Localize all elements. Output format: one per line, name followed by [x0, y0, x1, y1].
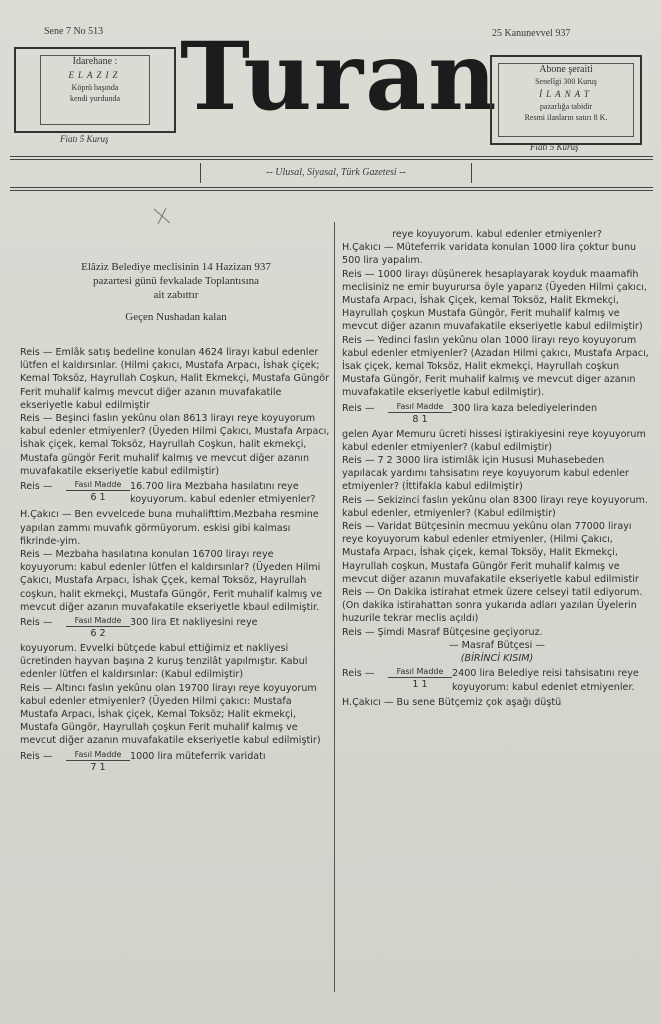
column-divider [334, 222, 335, 992]
office-location-1: Köprü başında [71, 83, 119, 92]
chapter-article-number: 8 1 [412, 413, 428, 425]
chapter-article-header: Fasıl Madde [66, 480, 130, 491]
cross-mark-icon [152, 206, 172, 226]
chapter-article-index [66, 616, 130, 640]
budget-line [20, 616, 332, 640]
chapter-article-header: Fasıl Madde [66, 750, 130, 761]
paragraph: Reis — Mezbaha hasılatına konulan 16700 lirayı reye koyuyorum: kabul edenler lütfen el kaldırsınlar? (Üyeden Hilmi Çakıcı, Mustafa Arpacı, İshak Ççek, kemal Toksöz, Hayrullah coşkun, halit ekmekçi, Mustafa Güngör, Ferit muhalif kalmış ve mevcut diğer azanın muvafakatile ekseriyetle kbaul edilmiştir. [20, 549, 322, 613]
paragraph: koyuyorum. Evvelki bütçede kabul ettiğimiz et nakliyesi ücretinden hayvan başına 2 kuruş tenzilât yapılmıştır. Kabul edenler lütfen el kaldırsınlar: (Kabul edilmiştir) [20, 643, 308, 681]
paragraph: H.Çakıcı — Ben evvelcede buna muhalifttim.Mezbaha resmine yapılan zammı muvafık görmüyorum. eskisi gibi kalması fikrinde-yim. [20, 509, 319, 547]
paragraph: H.Çakıcı — Müteferrik varidata konulan 1000 lira çoktur bunu 500 lira yapalım. [342, 242, 637, 267]
speaker-label: Reis — [20, 617, 53, 629]
paragraph: Reis — Şimdi Masraf Bütçesine geçiyoruz. [342, 626, 543, 638]
paragraph: Reis — Altıncı faslın yekûnu olan 19700 lirayı reye koyuyorum kabul edenler etmiyenler? (Üyeden Hilmi çakıcı: Mustafa Mustafa Arpacı, İshak çiçek, Kemal Toksöz; Halit ekmekçi, Mustafa Güngör, Hayrullah çoşkun Ferit muhalif kalmış ve mevcut diğer azanın muvafakatile ekseriyetle kabul edilmiştir) [20, 682, 321, 747]
paragraph: Reis — Sekizinci faslın yekûnu olan 8300 lirayı reye koyuyorum. kabul edenler, etmiyenler? (Kabul edilmiştir) [342, 494, 648, 519]
budget-line [342, 402, 652, 426]
article-heading-line-2: pazartesi günü fevkalade Toplantısına [92, 275, 260, 287]
paragraph: Reis — Varidat Bütçesinin mecmuu yekûnu olan 77000 lirayı reye koyuyorum kabul edenler etmiyenler, (Hilmi Çakıcı, Mustafa Arpacı, İshak çiçek, kemal Toksöy, Halit Ekmekçi, Hayrullah coşkun, Mustafa Güngör Ferit muhalif kalmış ve mevcut diğer azanın muvafakatile ekseriyetle kabul edilmistir [342, 521, 639, 585]
masthead-rule-top [10, 156, 653, 157]
paragraph: Reis — Beşinci faslın yekûnu olan 8613 lirayı reye koyuyorum kabul edenler etmiyenler? (Üyeden Hilmi Çakıcı, Mustafa Arpacı, İshak çiçek, kemal Toksöz, Hayrullah Coşkun, halit ekmekçi, Mustafa güngör Ferit muhalif kalmış ve mevcut diğer azanın muvafakatile ekseriyetle kabul edilmiştir) [20, 413, 330, 477]
chapter-article-index [66, 480, 130, 506]
masthead-rule-top-2 [10, 159, 653, 160]
newspaper-title: Turan [180, 22, 499, 132]
ads-terms: pazarlığa tabidir [539, 102, 593, 111]
section-subtitle: (BİRİNCİ KISIM) [460, 653, 534, 665]
chapter-article-index [388, 402, 452, 426]
office-city: ELAZIZ [68, 70, 122, 80]
office-address-box [14, 47, 176, 133]
price-right: Fiatı 5 Kuruş [530, 142, 579, 152]
chapter-article-header: Fasıl Madde [66, 616, 130, 627]
office-location-2: kendi yurdunda [70, 94, 120, 103]
chapter-article-number: 6 1 [90, 492, 106, 504]
budget-line [20, 750, 332, 774]
paragraph: H.Çakıcı — Bu sene Bütçemiz çok aşağı düştü [342, 696, 562, 708]
subscription-inner [498, 63, 634, 137]
budget-line-text: 16.700 lira Mezbaha hasılatını reye koyuyorum. kabul edenler etmiyenler? [130, 481, 316, 506]
speaker-label: Reis — [342, 402, 375, 414]
ads-label: İLANAT [539, 89, 593, 99]
article-heading-line-3: ait zabıttır [153, 289, 199, 301]
speaker-label: Reis — [20, 750, 53, 762]
price-left: Fiatı 5 Kuruş [60, 134, 109, 144]
paragraph: Reis — On Dakika istirahat etmek üzere celseyi tatil ediyorum. (On dakika istirahattan sonra yukarıda adları yazılan Üyelerin huzurile tekrar meclis açıldı) [342, 587, 643, 625]
subscription-box [490, 55, 642, 145]
budget-line-text: 2400 lira Belediye reisi tahsisatını reye koyuyorum: kabul edenlet etmiyenler. [452, 668, 639, 693]
chapter-article-header: Fasıl Madde [388, 402, 452, 413]
paragraph: reye koyuyorum. kabul edenler etmiyenler? [392, 229, 602, 240]
masthead-subtitle: -- Ulusal, Siyasal, Türk Gazetesi -- [200, 163, 472, 183]
masthead-rule-bottom [10, 187, 653, 188]
section-title: — Masraf Bütçesi — [449, 639, 545, 651]
paragraph: Reis — 1000 lirayı düşünerek hesaplayarak koyduk maamafih meclisiniz ne emir buyurursa öyle yaparız (Üyeden Hilmi çakıcı, Mustafa Arpacı, İshak Çiçek, kemal Toksöz, Halit Ekmekçi, Hayrullah çoşkun Mustafa Güngör, Ferit muhalif kalmış ve mevcut diğer azanın muvafakatile ekseriyetle kabul edilmiştir) [342, 268, 647, 333]
left-column [20, 260, 332, 776]
paragraph: gelen Ayar Memuru ücreti hissesi iştirakiyesini reye koyuyorum kabul edenler etmiyenler? (kabul edilmiştir) [342, 428, 646, 453]
budget-line-text: 300 lira Et nakliyesini reye [130, 617, 258, 629]
subscription-yearly: Senelîgi 300 Kuruş [535, 77, 597, 86]
budget-line [20, 480, 332, 506]
subscription-label: Abone şeraiti [539, 64, 593, 75]
budget-line [342, 667, 652, 693]
right-column [342, 228, 652, 709]
masthead-rule-bottom-2 [10, 190, 653, 191]
ads-official-rate: Resmi ilanların satırı 8 K. [524, 113, 608, 122]
chapter-article-number: 6 2 [90, 628, 106, 640]
issue-date: 25 Kanunevvel 937 [492, 28, 571, 39]
chapter-article-index [388, 667, 452, 693]
paragraph: Reis — Emlâk satış bedeline konulan 4624 lirayı kabul edenler lütfen el kaldırsınlar. (Hilmi çakıcı, Mustafa Arpacı, İshak çiçek; Kemal Toksöz, Hayrullah Coşkun, Halit Ekmekçi, Mustafa Güngör Ferit muhalif kalmış mevcut diğer azanın muvafakatile ekseriyetle kabul edilmiştir [20, 347, 330, 411]
paragraph: Reis — 7 2 3000 lira istimlâk için Hususi Muhasebeden yapılacak yardımı tahsisatını reye koyuyorum kabul edenler etmiyenler? (İttifakla kabul edilmiştir) [342, 455, 629, 493]
chapter-article-index [66, 750, 130, 774]
office-address-inner [40, 55, 150, 125]
speaker-label: Reis — [20, 481, 53, 493]
issue-number: Sene 7 No 513 [44, 26, 104, 37]
speaker-label: Reis — [342, 668, 375, 680]
office-label: İdarehane : [72, 56, 118, 67]
budget-line-text: 1000 lira müteferrik varidatı [130, 750, 266, 762]
chapter-article-number: 1 1 [412, 679, 428, 691]
budget-line-text: 300 lira kaza belediyelerinden [452, 402, 598, 414]
paragraph: Reis — Yedinci faslın yekûnu olan 1000 lirayı reyo koyuyorum kabul edenler etmiyenler? (Azadan Hilmi çakıcı, Mustafa Arpacı, İsak çiçek, kemal Toksöz, Halit ekmekçi, Hayrullah coşkun Mustafa Güngör, Ferit muhalif kalmış ve mevcut diger azanın muvafakatile ekseriyetle kabul edilmiştir). [342, 334, 649, 399]
chapter-article-header: Fasıl Madde [388, 667, 452, 678]
chapter-article-number: 7 1 [90, 761, 106, 773]
article-heading-line-1: Elâziz Belediye meclisinin 14 Hazizan 937 [81, 261, 271, 273]
continued-note: Geçen Nushadan kalan [125, 311, 227, 323]
